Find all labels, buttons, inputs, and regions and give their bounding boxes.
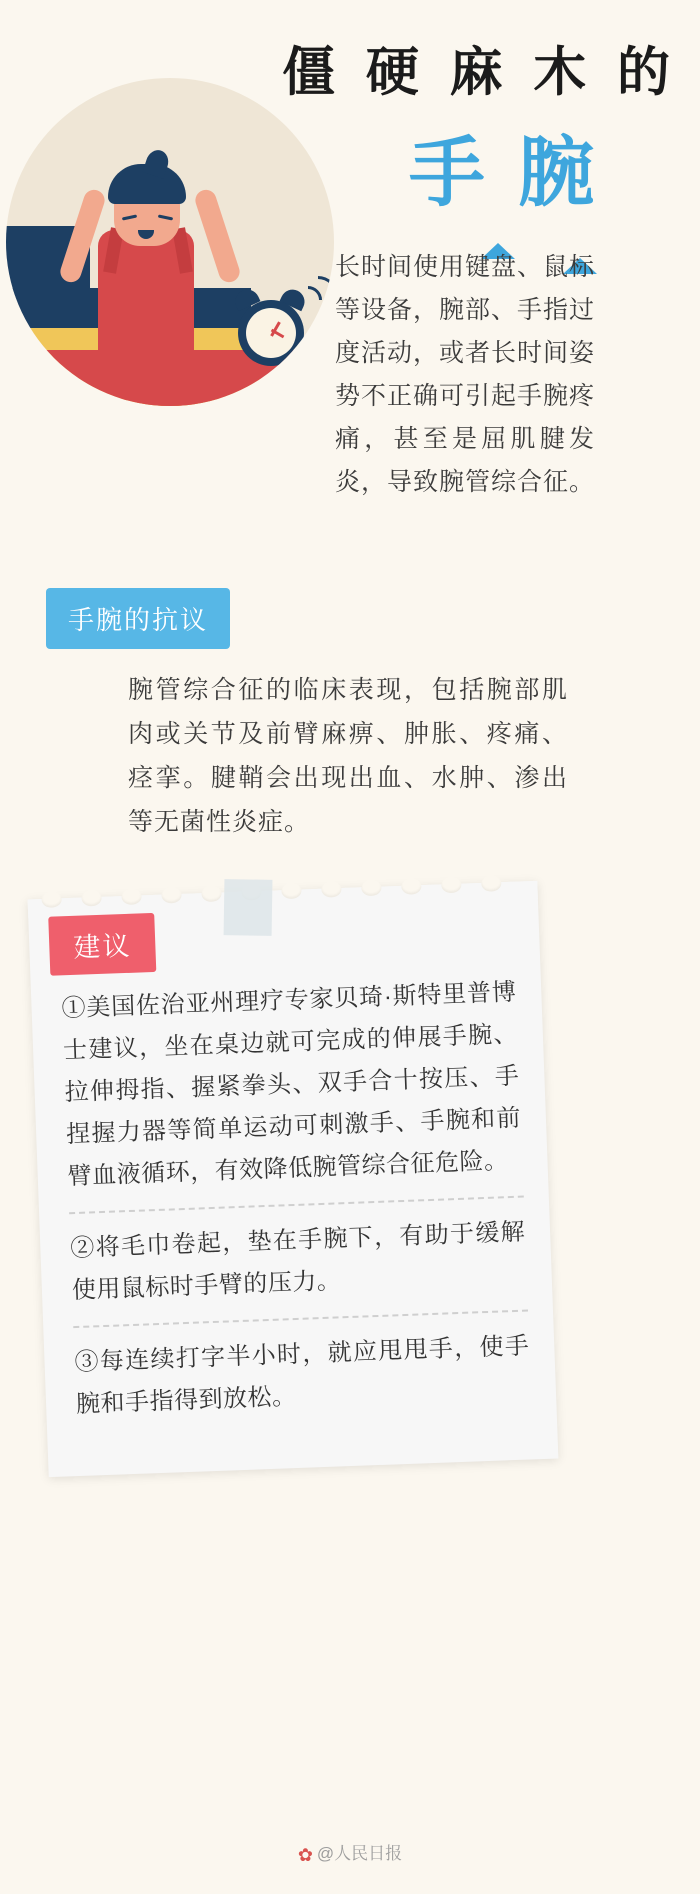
page-title: 僵 硬 麻 木 的 (282, 43, 678, 102)
note-paper (28, 881, 559, 1477)
advice-list (61, 972, 532, 1426)
page-subtitle: 手 腕 (408, 131, 600, 216)
note-perforation-strip (28, 881, 538, 918)
divider (69, 1196, 524, 1215)
divider (73, 1309, 528, 1328)
list-item: ②将毛巾卷起，垫在手腕下，有助于缓解使用鼠标时手臂的压力。 (69, 1218, 526, 1305)
note-tape (224, 879, 273, 936)
weibo-icon: ✿ (297, 1845, 313, 1865)
footer-attribution (0, 1839, 700, 1866)
section-tag-advice: 建议 (48, 913, 156, 976)
advice-note-card (28, 880, 568, 1480)
footer-text: @人民日报 (316, 1844, 403, 1863)
section-text-protest: 腕管综合征的临床表现，包括腕部肌肉或关节及前臂麻痹、肿胀、疼痛、痉挛。腱鞘会出现出血、水肿、渗出等无菌性炎症。 (128, 676, 568, 836)
list-item: ①美国佐治亚州理疗专家贝琦·斯特里普博士建议，坐在桌边就可完成的伸展手腕、拉伸拇指、握紧拳头、双手合十按压、手捏握力器等简单运动可刺激手、手腕和前臂血液循环，有效降低腕管综合征危险。 (61, 978, 522, 1191)
list-item: ③每连续打字半小时，就应甩甩手，使手腕和手指得到放松。 (74, 1332, 530, 1419)
section-tag-protest: 手腕的抗议 (46, 588, 230, 649)
intro-paragraph: 长时间使用键盘、鼠标等设备，腕部、手指过度活动，或者长时间姿势不正确可引起手腕疼痛，甚至是屈肌腱发炎，导致腕管综合征。 (335, 253, 596, 496)
illus-arm-right (193, 187, 243, 285)
illustration-stretching-person (6, 78, 334, 406)
